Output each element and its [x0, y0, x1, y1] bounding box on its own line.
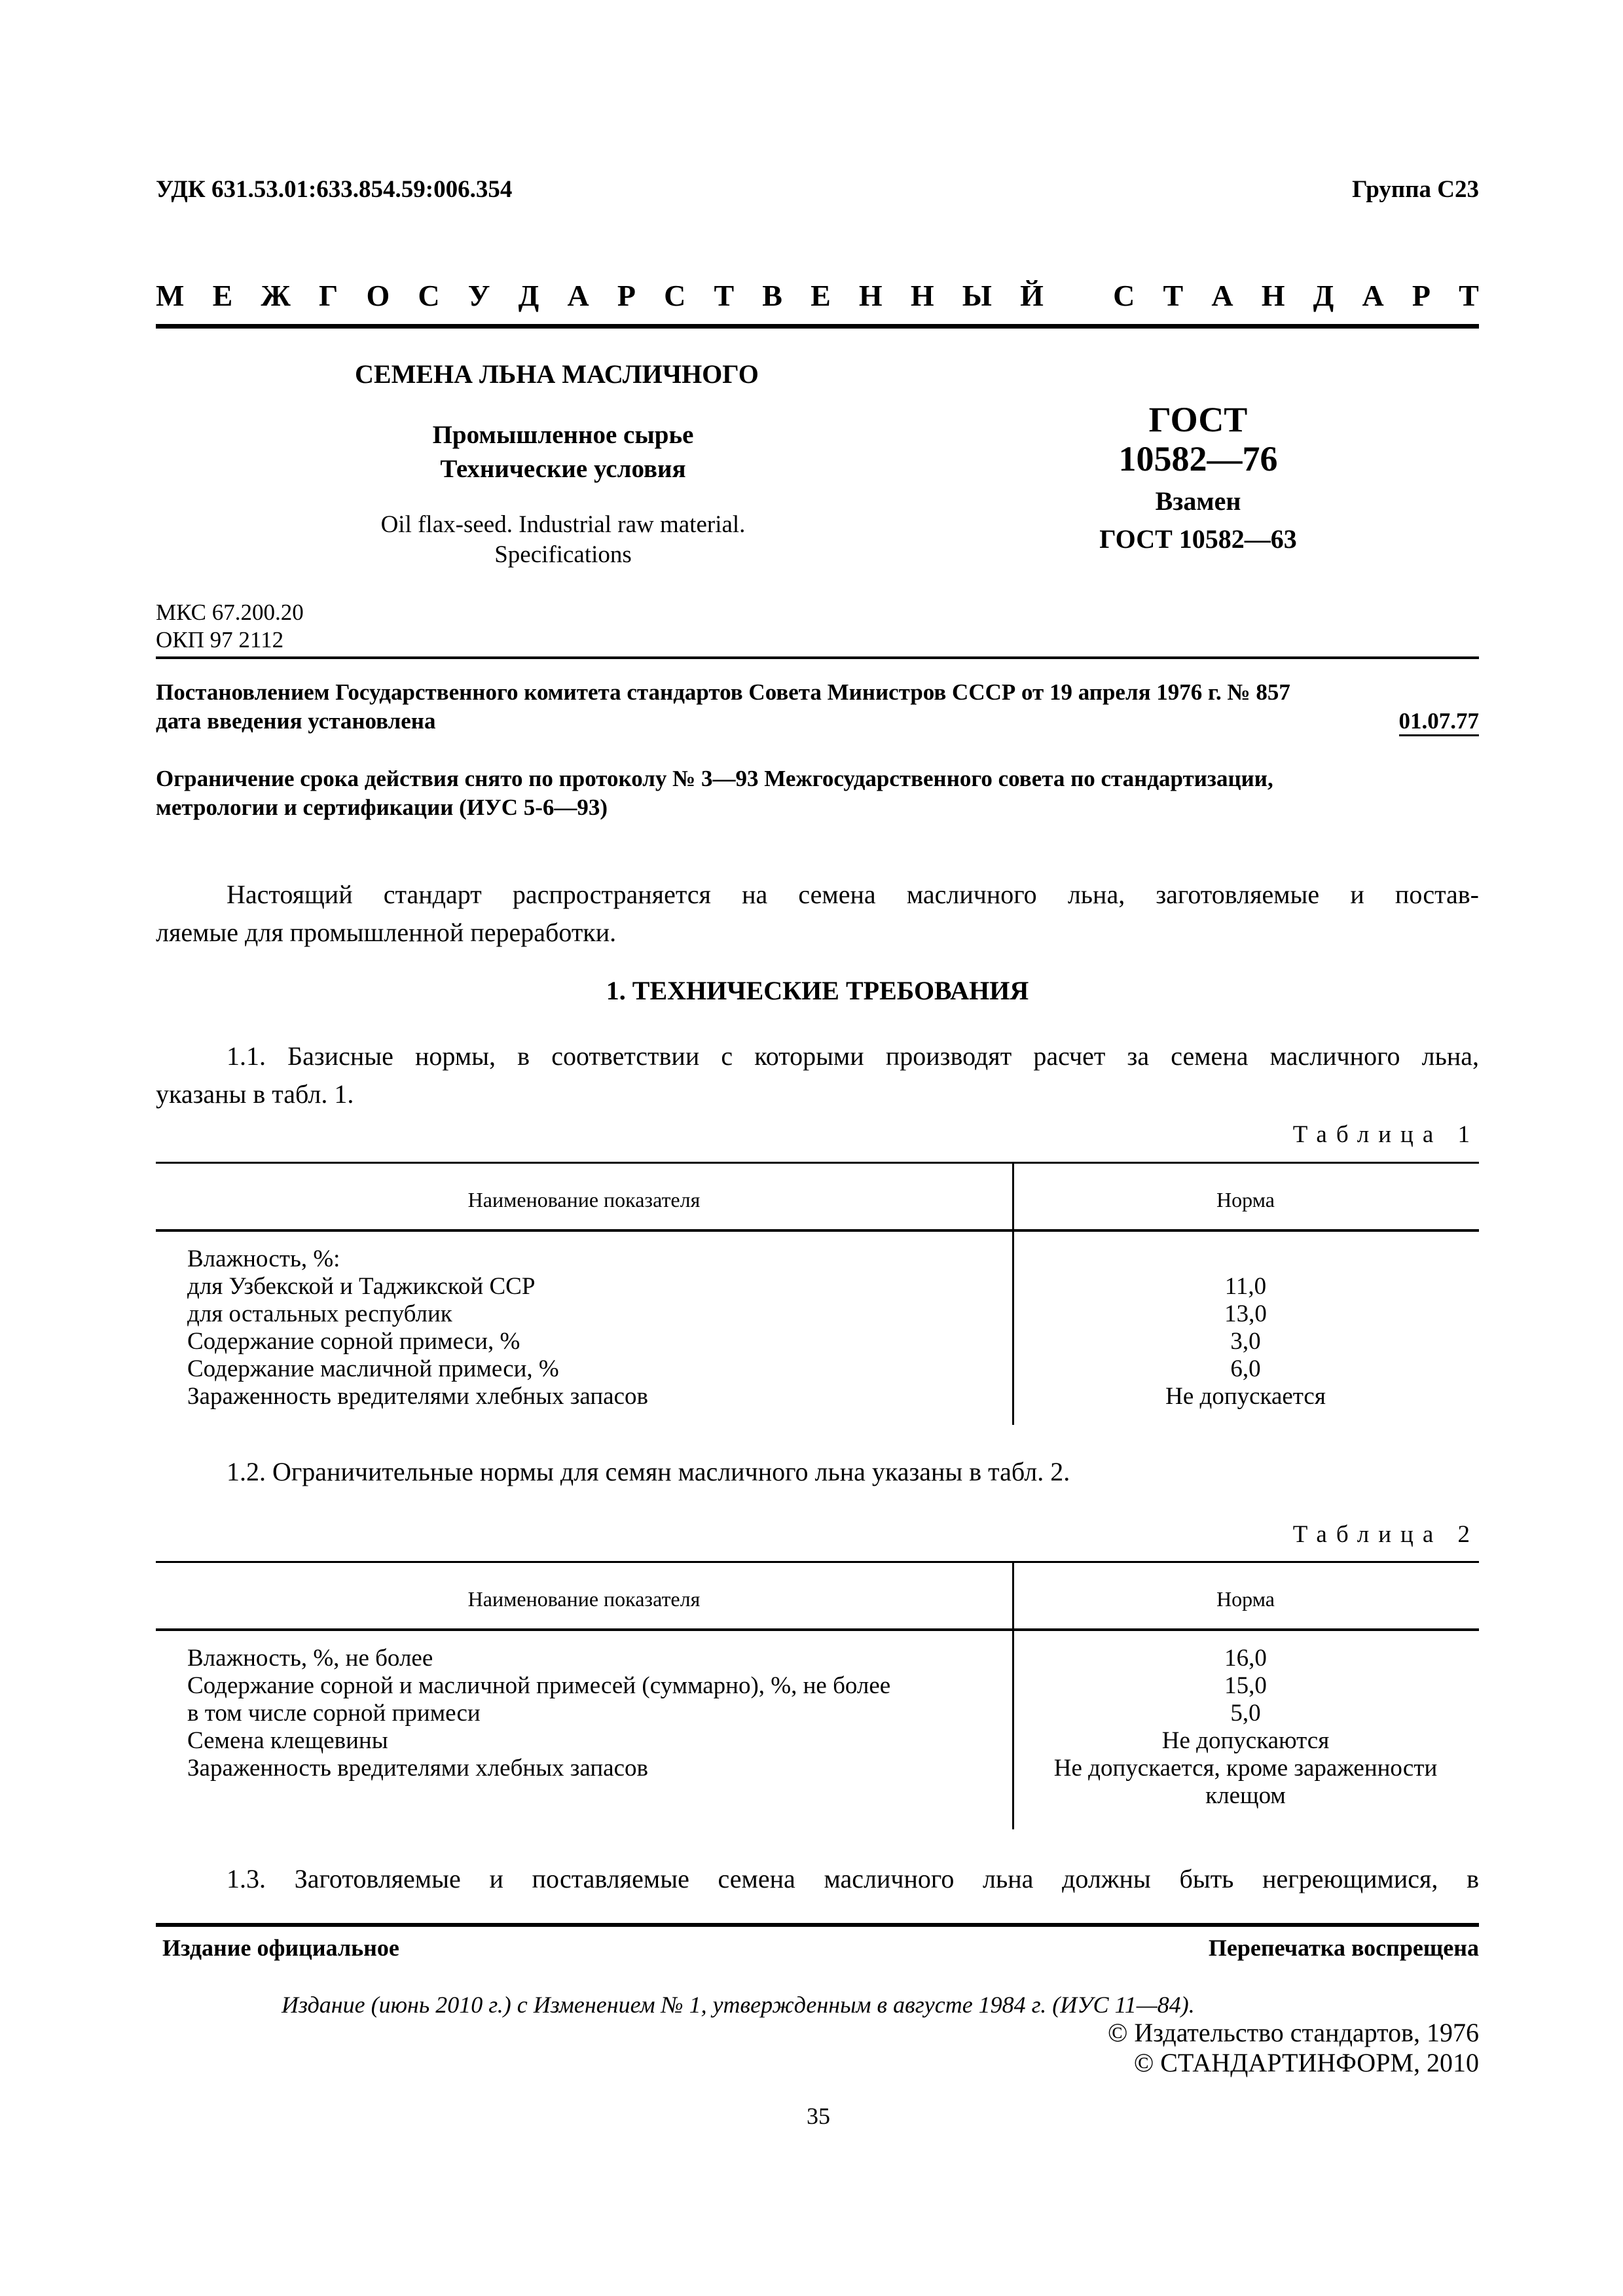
- english-title-2: Specifications: [494, 541, 632, 568]
- copyright-1976: © Издательство стандартов, 1976: [1107, 2018, 1479, 2047]
- table-1-header-name: Наименование показателя: [467, 1188, 701, 1211]
- table-2-caption: Таблица 2: [1292, 1521, 1479, 1548]
- table-row-norm: 15,0: [1224, 1672, 1267, 1699]
- intro-line-2: ляемые для промышленной переработки.: [156, 918, 617, 947]
- decree-line-2: дата введения установлена: [156, 708, 436, 734]
- footer-rule: [156, 1923, 1479, 1927]
- standard-subtitle-2: Технические условия: [440, 455, 686, 483]
- intro-line-1: Настоящий стандарт распространяется на семена масличного льна, заготовляемые и постав-: [227, 880, 1479, 909]
- standard-subtitle-1: Промышленное сырье: [432, 421, 694, 449]
- heading-letter: С: [1113, 279, 1135, 312]
- table-row-norm: 16,0: [1224, 1645, 1267, 1672]
- table-row-norm: Не допускается: [1165, 1383, 1326, 1410]
- table-row-norm: [1012, 1246, 1479, 1273]
- replaces-gost: ГОСТ 10582—63: [1099, 524, 1297, 554]
- decree-line-1: Постановлением Государственного комитета стандартов Совета Министров СССР от 19 апреля 1976 г. № 857: [156, 679, 1290, 705]
- table-row-name: Содержание сорной и масличной примесей (суммарно), %, не более: [187, 1672, 891, 1699]
- heading-letter: Е: [811, 279, 831, 312]
- heading-letter: Е: [212, 279, 233, 312]
- heading-letter: Р: [1412, 279, 1431, 312]
- clause-1-2: [156, 1453, 1479, 1491]
- heading-letter: Г: [319, 279, 338, 312]
- introduction-date: 01.07.77: [1399, 708, 1480, 736]
- heading-letter: Т: [1459, 279, 1479, 312]
- heading-letter: С: [664, 279, 686, 312]
- edition-note: Издание (июнь 2010 г.) с Изменением № 1, утвержденным в августе 1984 г. (ИУС 11—84).: [282, 1992, 1195, 2018]
- heading-letter: Ж: [261, 279, 291, 312]
- table-2-top-rule: [156, 1561, 1479, 1563]
- heading-letter: А: [1362, 279, 1384, 312]
- copyright-2010: © СТАНДАРТИНФОРМ, 2010: [1133, 2048, 1479, 2077]
- table-row-name: Семена клещевины: [187, 1727, 388, 1754]
- table-1-header-norm: Норма: [1216, 1188, 1275, 1211]
- limit-line-2: метрологии и сертификации (ИУС 5-6—93): [156, 795, 608, 820]
- udk-code: УДК 631.53.01:633.854.59:006.354: [156, 176, 513, 203]
- reprint-notice: Перепечатка воспрещена: [1208, 1935, 1479, 1961]
- heading-letter: Н: [858, 279, 883, 312]
- clause-1-1-line-2: указаны в табл. 1.: [156, 1079, 354, 1109]
- mks-code: МКС 67.200.20: [156, 600, 304, 625]
- table-row-norm: 3,0: [1230, 1328, 1261, 1355]
- heading-letter: С: [418, 279, 440, 312]
- intro-paragraph: [156, 876, 1479, 952]
- table-1-top-rule: [156, 1162, 1479, 1164]
- table-1-norms: [1012, 1246, 1479, 1410]
- table-row-name: для остальных республик: [187, 1300, 452, 1327]
- heading-letter: М: [156, 279, 185, 312]
- okp-code: ОКП 97 2112: [156, 627, 284, 653]
- heading-letter: Н: [910, 279, 934, 312]
- table-2-header-rule: [156, 1628, 1479, 1631]
- heading-letter: Д: [1313, 279, 1334, 312]
- table-row-norm: 5,0: [1230, 1700, 1261, 1727]
- table-2: [156, 1561, 1479, 1836]
- clause-1-1-line-1: 1.1. Базисные нормы, в соответствии с которыми производят расчет за семена масличного льна,: [227, 1041, 1479, 1071]
- table-1: [156, 1162, 1479, 1430]
- gost-label: ГОСТ: [1148, 400, 1248, 439]
- official-edition: Издание официальное: [162, 1935, 399, 1961]
- table-row-norm: 11,0: [1224, 1273, 1267, 1300]
- table-1-names: [187, 1246, 648, 1410]
- gost-number: 10582—76: [1118, 439, 1278, 478]
- heading-letter: Д: [518, 279, 539, 312]
- table-row-name: для Узбекской и Таджикской ССР: [187, 1273, 536, 1300]
- table-row-name: Зараженность вредителями хлебных запасов: [187, 1383, 648, 1410]
- heading-letter: Т: [714, 279, 735, 312]
- table-row-name: Влажность, %:: [187, 1246, 340, 1272]
- english-title-1: Oil flax-seed. Industrial raw material.: [380, 511, 746, 538]
- interstate-standard-heading: [156, 278, 1479, 313]
- page-number: 35: [807, 2103, 830, 2129]
- table-2-norms: [1012, 1645, 1479, 1810]
- standard-title: СЕМЕНА ЛЬНА МАСЛИЧНОГО: [355, 359, 759, 389]
- heading-letter: Р: [617, 279, 636, 312]
- heading-letter: Т: [1163, 279, 1184, 312]
- table-1-header-rule: [156, 1229, 1479, 1232]
- table-row-name: Зараженность вредителями хлебных запасов: [187, 1755, 648, 1782]
- replaces-label: Взамен: [1155, 486, 1241, 516]
- heading-letter: Н: [1261, 279, 1285, 312]
- table-row-norm: Не допускается, кроме зараженности: [1053, 1755, 1438, 1782]
- heading-letter: Й: [1020, 279, 1044, 312]
- heading-word-gap: [1072, 278, 1085, 313]
- codes-rule: [156, 656, 1479, 659]
- heading-letter: Ы: [962, 279, 992, 312]
- limit-line-1: Ограничение срока действия снято по протоколу № 3—93 Межгосударственного совета по стандартизации,: [156, 766, 1273, 791]
- table-row-norm: Не допускаются: [1161, 1727, 1330, 1754]
- table-row-name: Содержание масличной примеси, %: [187, 1355, 559, 1382]
- group-code: Группа С23: [1352, 176, 1479, 203]
- heading-letter: У: [467, 279, 490, 312]
- table-row-norm: клещом: [1205, 1782, 1286, 1809]
- heading-letter: А: [1211, 279, 1233, 312]
- clause-1-2-text: 1.2. Ограничительные нормы для семян масличного льна указаны в табл. 2.: [227, 1457, 1070, 1486]
- table-1-caption: Таблица 1: [1292, 1121, 1479, 1148]
- heading-rule: [156, 324, 1479, 329]
- table-row-name: [187, 1782, 890, 1810]
- section-title: 1. ТЕХНИЧЕСКИЕ ТРЕБОВАНИЯ: [606, 976, 1029, 1005]
- heading-letter: О: [366, 279, 390, 312]
- clause-1-3-text: 1.3. Заготовляемые и поставляемые семена масличного льна должны быть негреющимися, в: [227, 1864, 1479, 1893]
- table-2-names: [187, 1645, 890, 1810]
- clause-1-3: [156, 1860, 1479, 1898]
- heading-letter: А: [567, 279, 589, 312]
- table-row-norm: 13,0: [1224, 1300, 1267, 1327]
- heading-letter: В: [762, 279, 782, 312]
- table-row-name: Содержание сорной примеси, %: [187, 1328, 520, 1355]
- table-row-name: в том числе сорной примеси: [187, 1700, 481, 1727]
- table-row-norm: 6,0: [1230, 1355, 1261, 1382]
- table-2-header-norm: Норма: [1216, 1587, 1275, 1611]
- clause-1-1: [156, 1037, 1479, 1113]
- table-2-header-name: Наименование показателя: [467, 1587, 701, 1611]
- table-row-name: Влажность, %, не более: [187, 1645, 433, 1672]
